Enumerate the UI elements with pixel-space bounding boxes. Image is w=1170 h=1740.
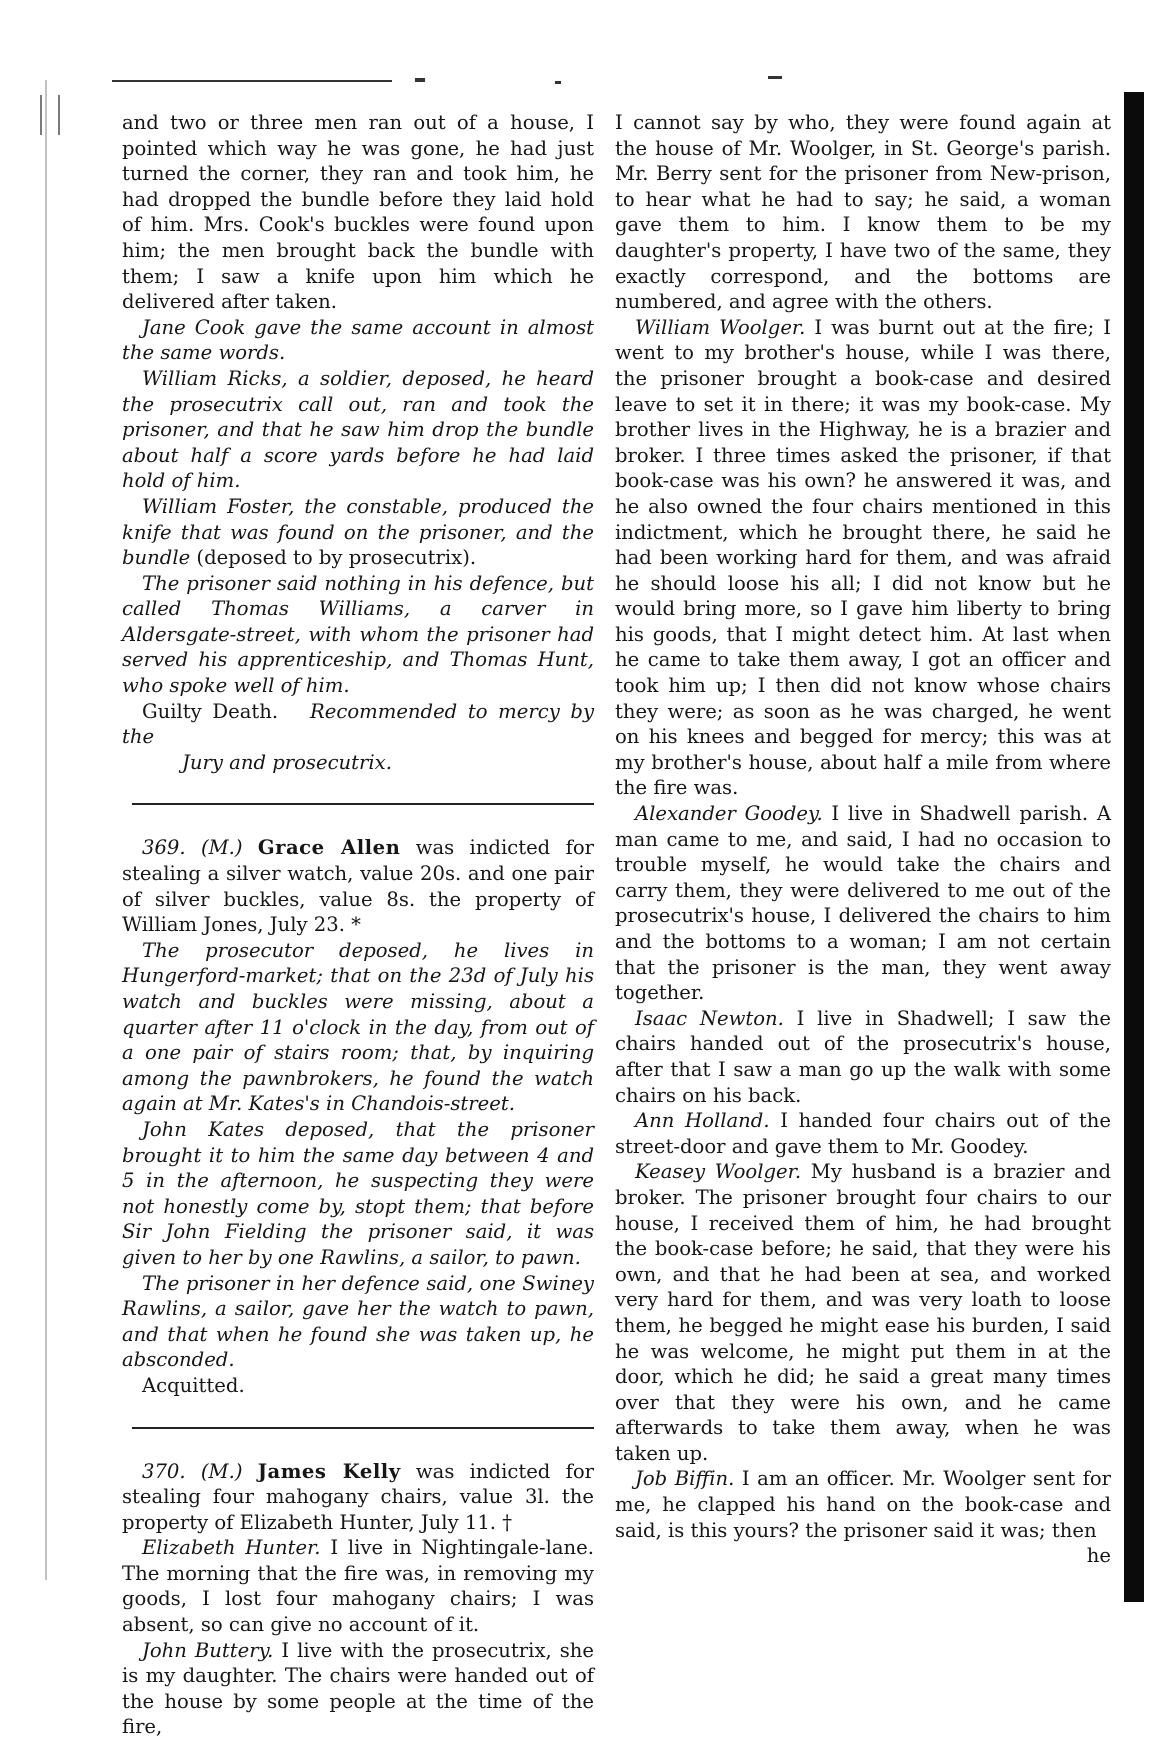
testimony: [615, 801, 1111, 1006]
testimony-text: My husband is a brazier and broker. The prisoner brought four chairs to our house, I received them of him, he had brought the book-case before; he said, that they were his own, and that he had been at sea, and worked very hard for them, and was very loath to loose them, he begged he might ease his burden, I said he was welcome, he might put them in at the door, which he did; he said a great many times over that they were his own, and he came afterwards to take them away, when he was taken up.: [615, 1160, 1111, 1465]
testimony: [615, 1159, 1111, 1466]
witness-name: Job Biffin.: [635, 1467, 735, 1491]
witness-name: William Woolger.: [635, 315, 806, 339]
verdict-text: Guilty Death.: [142, 699, 279, 723]
paragraph: [122, 494, 594, 571]
testimony: [615, 1006, 1111, 1108]
paragraph: John Kates deposed, that the prisoner brought it to him the same day between 4 and 5 in the afternoon, he suspecting they were not honestly come by, stopt them; that before Sir John Fielding the prisoner said, it was given to her by one Rawlins, a sailor, to pawn.: [122, 1117, 594, 1269]
paragraph: The prosecutor deposed, he lives in Hungerford-market; that on the 23d of July his watch and buckles were missing, about a quarter after 11 o'clock in the day, from out of a one pair of stairs room; that, by inquiring among the pawnbrokers, he found the watch again at Mr. Kates's in Chandois-street.: [122, 938, 594, 1116]
testimony: [122, 1638, 594, 1740]
testimony: [122, 1535, 594, 1637]
case-number: 369. (M.): [142, 836, 243, 860]
right-column: [615, 110, 1111, 1610]
left-column: [122, 110, 595, 1739]
testimony-text: I handed four chairs out of the street-door and gave them to Mr. Goodey.: [615, 1109, 1111, 1158]
catchword: he: [1086, 1544, 1111, 1568]
testimony-text: I live with the prosecutrix, she is my daughter. The chairs were handed out of the house by some people at the time of the fire,: [122, 1638, 595, 1739]
paragraph: and two or three men ran out of a house, I pointed which way he was gone, he had just turned the corner, they ran and took him, he had dropped the bundle before they laid hold of him. Mrs. Cook's buckles were found upon him; the men brought back the bundle with them; I saw a knife upon him which he delivered after taken.: [122, 111, 594, 314]
case-heading: [122, 835, 594, 937]
indictment-text: was indicted for stealing a silver watch, value 20s. and one pair of silver buckles, value 8s. the property of William Jones, July 23. *: [122, 836, 594, 937]
case-number: 370. (M.): [142, 1459, 243, 1483]
testimony-text: I live in Shadwell parish. A man came to me, and said, I had no occasion to trouble myself, he would take the chairs and carry them, they were delivered to me out of the prosecutrix's house, I delivered the chairs to him and the bottoms to a woman; I am not certain that the prisoner is the man, they went away together.: [615, 802, 1111, 1005]
case-divider: [132, 1427, 594, 1429]
top-rule: [112, 80, 392, 82]
paragraph: William Ricks, a soldier, deposed, he heard the prosecutrix call out, ran and took the prisoner, and that he saw him drop the bundle about half a score yards before he had laid hold of him.: [122, 366, 594, 493]
witness-name: John Buttery.: [142, 1638, 274, 1662]
verdict-recommendation: Jury and prosecutrix.: [182, 750, 392, 774]
paragraph: Jane Cook gave the same account in almost the same words.: [122, 315, 594, 365]
binding-edge: [34, 80, 60, 1580]
witness-name: Keasey Woolger.: [635, 1160, 802, 1184]
paragraph-text: William Foster, the constable, produced the knife that was found on the prisoner, and the bundle: [122, 494, 594, 570]
witness-name: Ann Holland.: [635, 1109, 770, 1133]
testimony: [615, 315, 1111, 801]
gutter-mark: [40, 95, 60, 135]
testimony-text: I was burnt out at the fire; I went to my brother's house, while I was there, the prisoner brought a book-case and desired leave to set it in there; it was my book-case. My brother lives in the Highway, he is a brazier and broker. I three times asked the prisoner, if that book-case was his own? he answered it was, and he also owned the four chairs mentioned in this indictment, which he brought there, he said he had been working hard for them, and was afraid he should loose his all; I did not know but he would bring more, so I gave him liberty to bring his goods, that I might detect him. At last when he came to take them away, I got an officer and took him up; I then did not know whose chairs they were; as soon as he was charged, he went on his knees and begged for mercy; this was at my brother's house, about half a mile from where the fire was.: [615, 315, 1111, 800]
testimony-text: I live in Nightingale-lane. The morning that the fire was, in removing my goods, I lost four mahogany chairs; I was absent, so can give no account of it.: [122, 1536, 594, 1637]
verdict-recommendation: Recommended to mercy by the: [122, 699, 595, 749]
testimony-text: I live in Shadwell; I saw the chairs handed out of the prosecutrix's house, after that I saw a man go up the walk with some chairs on his back.: [615, 1006, 1112, 1107]
testimony: [615, 1466, 1111, 1543]
top-dash: [415, 78, 425, 82]
right-edge-bar: [1124, 92, 1144, 1602]
witness-name: Alexander Goodey.: [635, 802, 823, 826]
case-heading: [122, 1459, 594, 1536]
paragraph: The prisoner in her defence said, one Swiney Rawlins, a sailor, gave her the watch to pawn, and that when he found she was taken up, he absconded.: [122, 1271, 594, 1372]
verdict: [122, 699, 594, 750]
case-divider: [132, 803, 594, 805]
top-dash: [768, 76, 782, 79]
witness-name: Elizabeth Hunter.: [142, 1536, 321, 1560]
verdict: Acquitted.: [142, 1373, 245, 1397]
defendant-name: Grace Allen: [257, 836, 401, 860]
testimony-continued: I cannot say by who, they were found again at the house of Mr. Woolger, in St. George's parish. Mr. Berry sent for the prisoner from New-prison, to hear what he had to say; he said, a woman gave them to him. I know them to be my daughter's property, I have two of the same, they exactly correspond, and the bottoms are numbered, and agree with the others.: [615, 111, 1111, 314]
testimony: [615, 1108, 1111, 1159]
testimony-text: I am an officer. Mr. Woolger sent for me, he clapped his hand on the book-case and said, is this yours? the prisoner said it was; then: [615, 1467, 1111, 1542]
indictment-text: was indicted for stealing four mahogany chairs, value 3l. the property of Elizabeth Hunter, July 11. †: [122, 1459, 595, 1534]
witness-name: Isaac Newton.: [635, 1006, 784, 1030]
paragraph: The prisoner said nothing in his defence, but called Thomas Williams, a carver in Aldersgate-street, with whom the prisoner had served his apprenticeship, and Thomas Hunt, who spoke well of him.: [122, 571, 594, 698]
paragraph-text: (deposed to by prosecutrix).: [196, 546, 477, 570]
top-dash: [555, 81, 561, 84]
defendant-name: James Kelly: [257, 1459, 401, 1483]
